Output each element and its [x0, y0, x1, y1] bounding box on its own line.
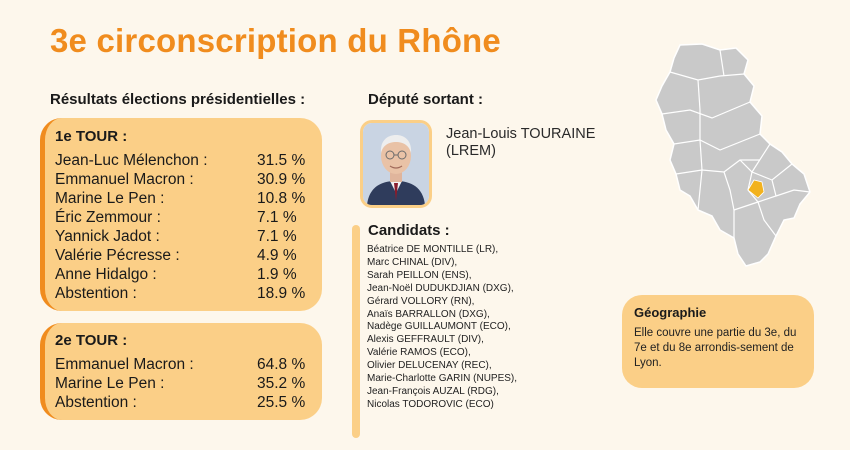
deputy-heading: Député sortant :	[368, 91, 484, 108]
tour2-row	[55, 394, 313, 413]
list-item: Jean-François AUZAL (RDG),	[367, 385, 499, 397]
list-item: Béatrice DE MONTILLE (LR),	[367, 244, 499, 255]
tour1-row	[55, 152, 313, 171]
list-item: Gérard VOLLORY (RN),	[367, 295, 475, 307]
abstention-value: 25.5 %	[257, 394, 306, 411]
list-item: Marc CHINAL (DIV),	[367, 256, 458, 268]
tour1-row	[55, 266, 313, 285]
deputy-party: (LREM)	[446, 143, 496, 159]
list-item: Olivier DELUCENAY (REC),	[367, 360, 492, 372]
results-heading: Résultats élections présidentielles :	[50, 91, 306, 108]
portrait-illustration	[363, 123, 429, 205]
tour1-row	[55, 285, 313, 304]
deputy-photo	[360, 120, 432, 208]
deputy-name: Jean-Louis TOURAINE	[446, 126, 596, 142]
candidates-accent-bar	[352, 225, 360, 438]
tour1-row	[55, 247, 313, 266]
candidates-list	[367, 244, 517, 412]
tour2-row	[55, 375, 313, 394]
candidate-score: 7.1 %	[257, 228, 297, 245]
candidate-name: Éric Zemmour :	[55, 209, 161, 226]
page-title: 3e circonscription du Rhône	[50, 22, 501, 59]
tour2-row	[55, 356, 313, 375]
tour1-row	[55, 209, 313, 228]
abstention-label: Abstention :	[55, 394, 137, 411]
list-item: Valérie RAMOS (ECO),	[367, 347, 471, 359]
candidate-name: Valérie Pécresse :	[55, 247, 180, 264]
list-item: Marie-Charlotte GARIN (NUPES),	[367, 373, 518, 385]
candidate-name: Jean-Luc Mélenchon :	[55, 152, 208, 169]
tour1-box	[40, 118, 322, 311]
tour2-label: 2e TOUR :	[55, 332, 128, 349]
list-item: Anaïs BARRALLON (DXG),	[367, 308, 490, 320]
list-item: Alexis GEFFRAULT (DIV),	[367, 334, 484, 346]
geography-box	[622, 295, 814, 388]
tour2-box	[40, 323, 322, 420]
tour1-row	[55, 190, 313, 209]
list-item: Nicolas TODOROVIC (ECO)	[367, 398, 494, 410]
candidate-name: Yannick Jadot :	[55, 228, 160, 245]
candidate-score: 7.1 %	[257, 209, 297, 226]
candidate-score: 31.5 %	[257, 152, 306, 169]
candidate-score: 35.2 %	[257, 375, 306, 392]
deputy-name-block	[446, 126, 595, 160]
list-item: Sarah PEILLON (ENS),	[367, 269, 472, 281]
list-item: Nadège GUILLAUMONT (ECO),	[367, 321, 511, 333]
geography-heading: Géographie	[634, 305, 707, 320]
candidate-name: Emmanuel Macron :	[55, 356, 194, 373]
tour1-row	[55, 171, 313, 190]
candidate-score: 10.8 %	[257, 190, 306, 207]
candidate-score: 1.9 %	[257, 266, 297, 283]
tour1-row	[55, 228, 313, 247]
list-item: Jean-Noël DUDUKDJIAN (DXG),	[367, 282, 514, 294]
department-outline	[656, 44, 810, 266]
rhone-map	[640, 40, 820, 275]
candidate-score: 64.8 %	[257, 356, 306, 373]
abstention-value: 18.9 %	[257, 285, 306, 302]
candidate-name: Marine Le Pen :	[55, 190, 165, 207]
tour1-label: 1e TOUR :	[55, 128, 128, 145]
candidate-name: Marine Le Pen :	[55, 375, 165, 392]
geography-text: Elle couvre une partie du 3e, du 7e et du 8e arrondis-sement de Lyon.	[634, 327, 797, 369]
candidate-score: 4.9 %	[257, 247, 297, 264]
candidate-name: Emmanuel Macron :	[55, 171, 194, 188]
candidate-name: Anne Hidalgo :	[55, 266, 157, 283]
abstention-label: Abstention :	[55, 285, 137, 302]
candidate-score: 30.9 %	[257, 171, 306, 188]
candidates-heading: Candidats :	[368, 222, 450, 239]
